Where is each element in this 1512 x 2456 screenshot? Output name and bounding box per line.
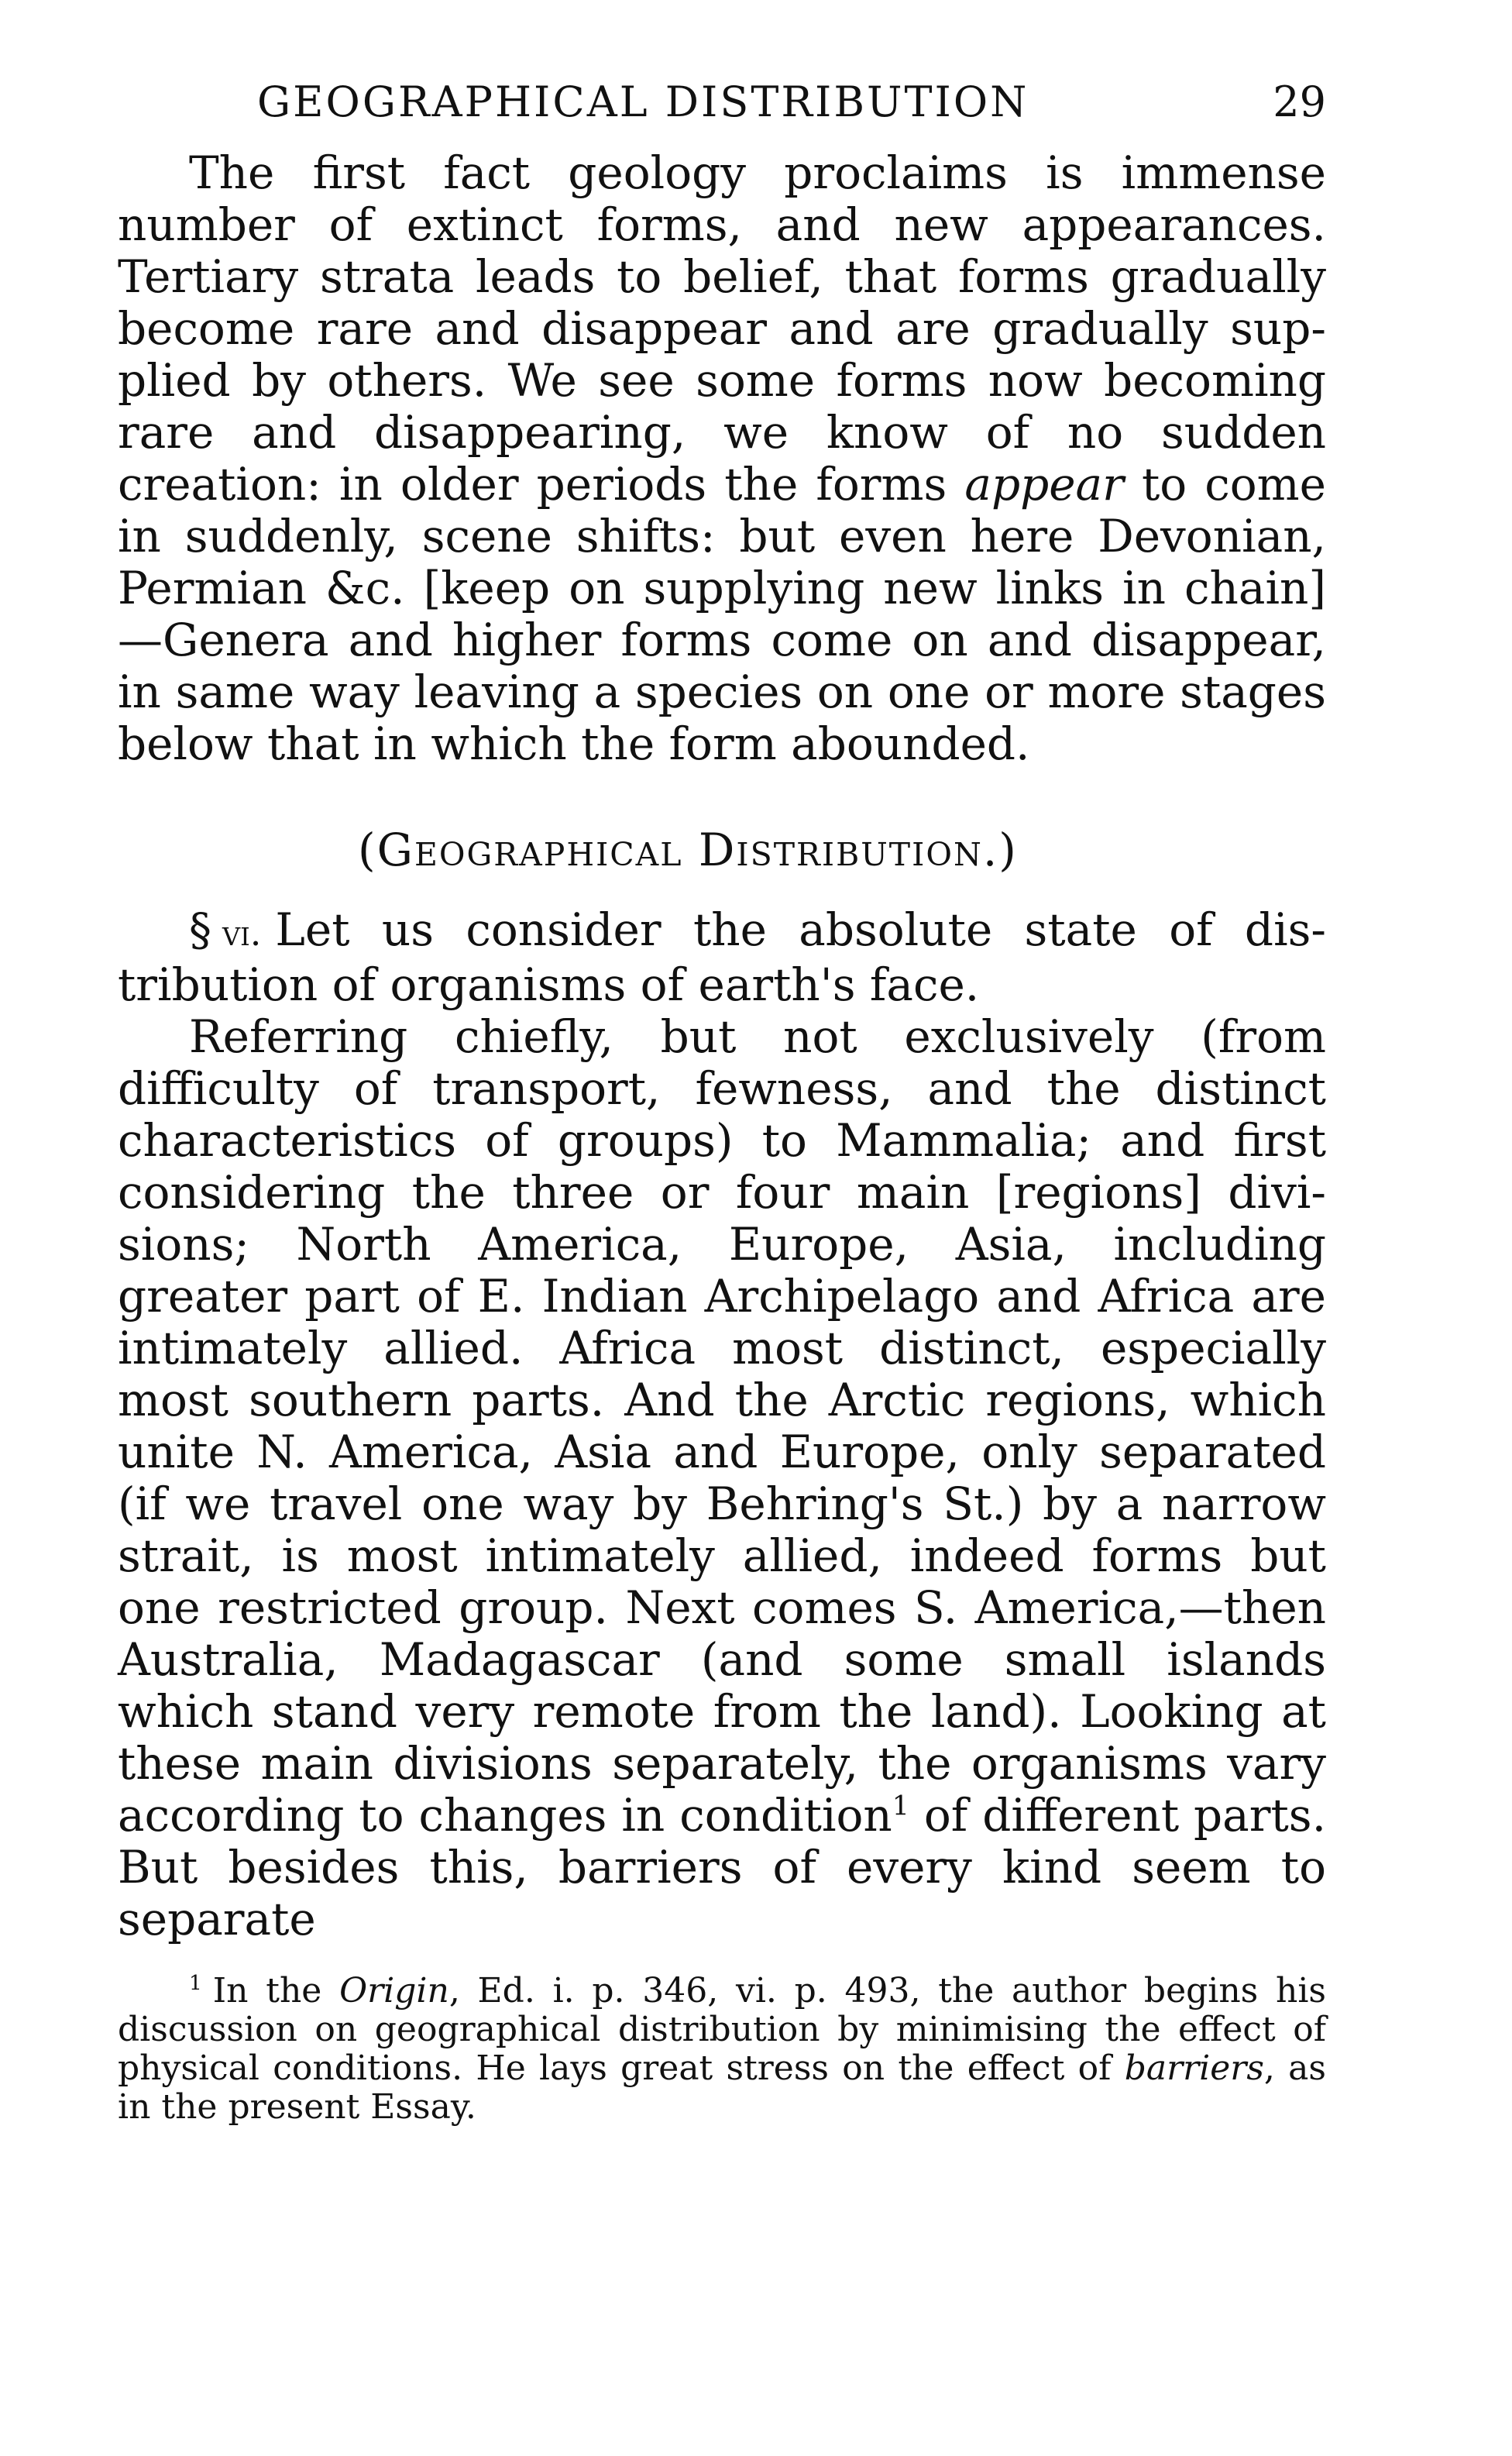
footnote-italic-barriers: barriers (1124, 2048, 1264, 2088)
footnote-reference: 1 (892, 1790, 909, 1822)
paragraph-section-vi (118, 904, 1326, 1011)
paragraph-geology-text: The first fact geology proclaims is immense number of extinct forms, and new appearances. Tertiary strata leads to belief, that forms gradually become rare and disappear and are gradually supplied by others. We see some forms now becoming rare and disappearing, we know of no sudden creation: in older periods the forms (118, 146, 1326, 511)
footnote-marker: 1 (189, 1971, 202, 1996)
running-head (257, 77, 1326, 147)
footnote (118, 1972, 1326, 2127)
paragraph-geology-italic: appear (964, 458, 1124, 511)
section-heading-open: ( (358, 824, 377, 876)
paragraph-distribution-text-end: of different parts. But besides this, barriers of every kind seem to separate (118, 1789, 1327, 1945)
section-number: vi. (222, 912, 262, 954)
paragraph-geology (118, 147, 1326, 770)
section-vi-text: Let us consider the absolute state of distribution of organisms of earth's face. (118, 903, 1326, 1011)
footnote-italic-origin: Origin (339, 1971, 449, 2011)
footnote-text-middle: , Ed. i. p. 346, vi. p. 493, the author begins his discussion on geographical distribution by minimising the effect of physical conditions. He lays great stress on the effect of (118, 1971, 1326, 2088)
footnote-text-after: , as in the present Essay. (118, 2048, 1326, 2127)
footnote-text-before: In the (212, 1971, 340, 2011)
paragraph-distribution-text: Referring chiefly, but not exclusively (from difficulty of transport, fewness, and the distinct characteristics of groups) to Mammalia; and first considering the three or four main [regions] divisions; North America, Europe, Asia, including greater part of E. Indian Archipelago and Africa are intimately allied. Africa most distinct, especially most southern parts. And the Arctic regions, which unite N. America, Asia and Europe, only separated (if we travel one way by Behring's St.) by a narrow strait, is most intimately allied, indeed forms but one restricted group. Next comes S. America,—then Australia, Madagascar (and some small islands which stand very remote from the land). Looking at these main divisions separately, the organisms vary according to changes in condition (118, 1010, 1326, 1842)
book-page (118, 77, 1326, 2127)
section-heading (118, 824, 1326, 876)
page-number: 29 (1273, 77, 1326, 126)
section-heading-title: Geographical Distribution. (376, 824, 999, 876)
section-heading-close: ) (998, 824, 1018, 876)
section-mark: § (189, 903, 211, 956)
running-head-title: GEOGRAPHICAL DISTRIBUTION (257, 77, 1029, 126)
paragraph-distribution (118, 1011, 1326, 1945)
paragraph-geology-text-end: to come in suddenly, scene shifts: but even here Devonian, Permian &c. [keep on supplying new links in chain]—Genera and higher forms come on and disappear, in same way leaving a species on one or more stages below that in which the form abounded. (118, 458, 1327, 770)
